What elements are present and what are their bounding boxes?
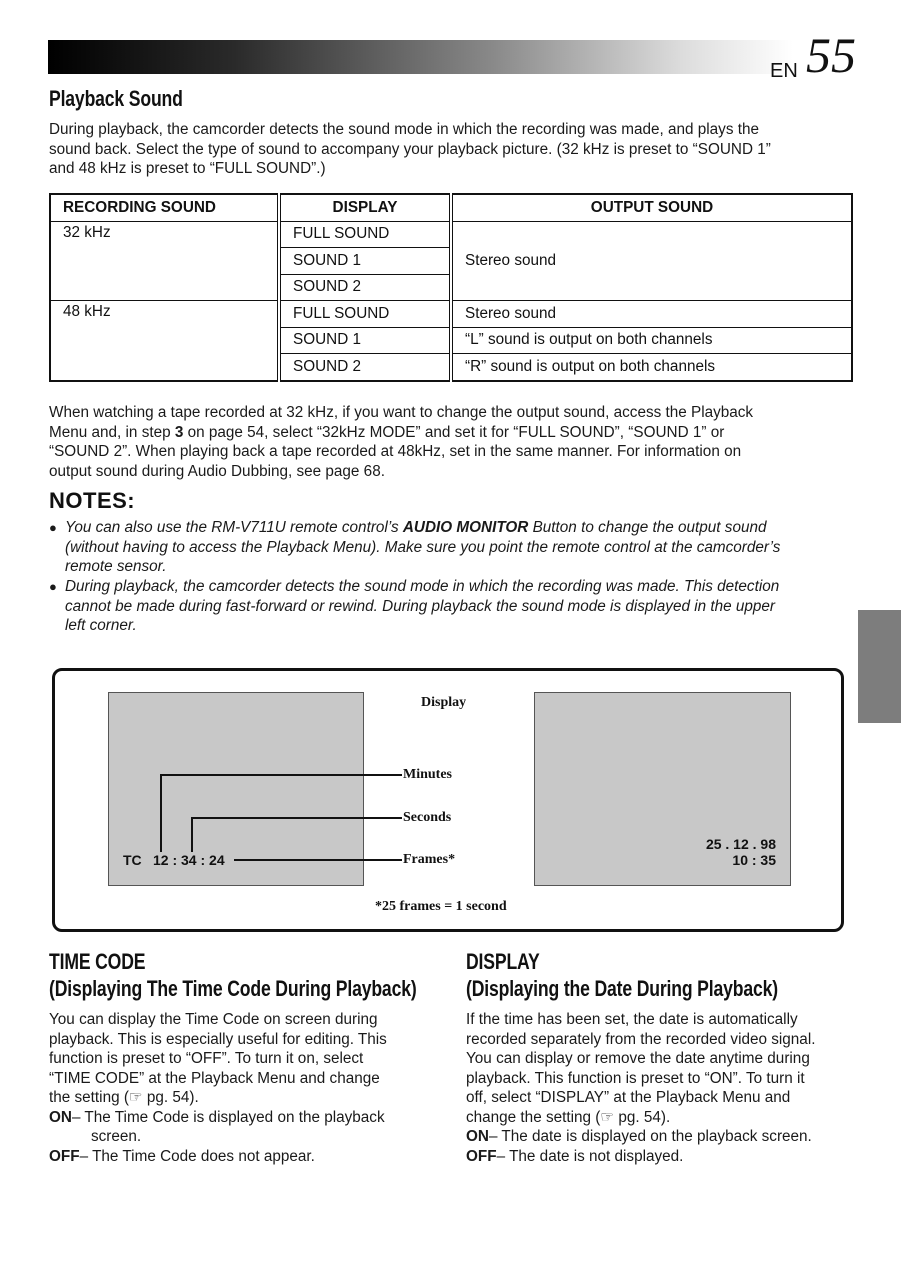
cell-display: SOUND 1 <box>279 248 451 275</box>
tc-value: 12 : 34 : 24 <box>153 852 225 868</box>
osd-time: 10 : 35 <box>732 852 776 868</box>
header-gradient-bar <box>48 40 793 74</box>
display-body <box>466 1010 866 1166</box>
cell-display: FULL SOUND <box>279 221 451 248</box>
on-label: ON <box>49 1108 72 1126</box>
on-option <box>466 1127 866 1147</box>
page-number: 55 <box>806 27 856 83</box>
paragraph-line <box>49 423 849 443</box>
cell-display: SOUND 2 <box>279 274 451 301</box>
note-line: During playback, the camcorder detects the sound mode in which the recording was made. This detection <box>65 578 780 595</box>
paragraph-line: If the time has been set, the date is automatically <box>466 1011 798 1028</box>
intro-line: and 48 kHz is preset to “FULL SOUND”.) <box>49 160 326 177</box>
cell-output: “R” sound is output on both channels <box>465 357 716 375</box>
off-label: OFF <box>466 1147 497 1165</box>
note-line: (without having to access the Playback Menu). Make sure you point the remote control at the camcorder’s <box>65 538 781 556</box>
off-option <box>466 1147 866 1167</box>
notes-title: NOTES: <box>49 488 136 513</box>
paragraph-line: playback. This function is preset to “ON”. To turn it <box>466 1069 805 1087</box>
playback-sound-intro <box>49 120 849 179</box>
display-subtitle: (Displaying the Date During Playback) <box>466 976 778 1001</box>
step-number: 3 <box>174 423 184 441</box>
intro-line: sound back. Select the type of sound to accompany your playback picture. (32 kHz is preset to “SOUND 1” <box>49 140 771 158</box>
text-run: Menu and, in step <box>49 423 175 441</box>
osd-date: 25 . 12 . 98 <box>705 836 776 852</box>
on-text: – The date is displayed on the playback screen. <box>488 1128 812 1145</box>
timecode-screen <box>108 692 364 886</box>
bullet-icon: ● <box>49 579 57 594</box>
paragraph-line: recorded separately from the recorded video signal. <box>466 1030 816 1048</box>
time-code-subtitle: (Displaying The Time Code During Playback) <box>49 976 417 1001</box>
cell-output: Stereo sound <box>451 301 852 328</box>
cell-output: “L” sound is output on both channels <box>451 327 852 354</box>
cell-output-32khz: Stereo sound <box>451 221 852 301</box>
section-tab <box>858 610 901 723</box>
page-language: EN <box>770 60 798 82</box>
note-line <box>65 518 859 538</box>
paragraph-line: When watching a tape recorded at 32 kHz, if you want to change the output sound, access the Playback <box>49 404 754 421</box>
cell-display: SOUND 1 <box>279 327 451 354</box>
seconds-callout-line <box>191 817 402 819</box>
frames-footnote: *25 frames = 1 second <box>375 899 507 914</box>
header-recording-sound: RECORDING SOUND <box>50 194 279 221</box>
time-code-title: TIME CODE <box>49 949 146 974</box>
paragraph-line: output sound during Audio Dubbing, see page 68. <box>49 462 385 480</box>
frames-callout-line <box>234 859 402 861</box>
text-run: You can also use the RM-V711U remote control’s <box>65 519 403 536</box>
off-text: – The date is not displayed. <box>496 1147 684 1165</box>
on-text: – The Time Code is displayed on the playback <box>71 1108 385 1126</box>
table-row <box>50 221 852 248</box>
paragraph-line: the setting (☞ pg. 54). <box>49 1089 199 1106</box>
tc-label: TC <box>123 852 142 868</box>
on-label: ON <box>466 1128 489 1145</box>
cell-display: SOUND 2 <box>279 354 451 381</box>
on-text-continued: screen. <box>91 1128 142 1145</box>
button-name: AUDIO MONITOR <box>402 519 529 536</box>
text-run: Button to change the output sound <box>528 519 767 536</box>
time-code-body <box>49 1010 439 1166</box>
paragraph-line: function is preset to “OFF”. To turn it on, select <box>49 1050 364 1067</box>
minutes-callout-line <box>160 774 162 852</box>
diagram-title: Display <box>421 695 467 710</box>
off-option <box>49 1147 439 1167</box>
note-1 <box>49 518 859 577</box>
paragraph-line: You can display or remove the date anytime during <box>466 1050 810 1067</box>
cell-48khz: 48 kHz <box>50 301 279 381</box>
paragraph-line: You can display the Time Code on screen during <box>49 1011 378 1028</box>
watching-paragraph <box>49 403 849 481</box>
note-line: remote sensor. <box>65 558 167 575</box>
on-option <box>49 1108 439 1128</box>
seconds-callout-line <box>191 817 193 852</box>
text-run: on page 54, select “32kHz MODE” and set it for “FULL SOUND”, “SOUND 1” or <box>183 423 725 441</box>
paragraph-line: off, select “DISPLAY” at the Playback Menu and <box>466 1089 791 1106</box>
header-display: DISPLAY <box>279 194 451 221</box>
display-title: DISPLAY <box>466 949 540 974</box>
cell-32khz: 32 kHz <box>50 221 279 301</box>
paragraph-line: change the setting (☞ pg. 54). <box>466 1108 671 1126</box>
off-text: – The Time Code does not appear. <box>79 1147 315 1165</box>
cell-display: FULL SOUND <box>279 301 451 328</box>
minutes-callout-line <box>160 774 402 776</box>
bullet-icon: ● <box>49 520 57 535</box>
playback-sound-title: Playback Sound <box>49 86 183 111</box>
note-line: left corner. <box>65 617 137 634</box>
paragraph-line: “TIME CODE” at the Playback Menu and change <box>49 1069 380 1087</box>
table-row <box>50 301 852 328</box>
sound-table <box>49 193 853 382</box>
paragraph-line: playback. This is especially useful for editing. This <box>49 1030 387 1048</box>
intro-line: During playback, the camcorder detects the sound mode in which the recording was made, and plays the <box>49 121 759 138</box>
seconds-label: Seconds <box>403 810 452 825</box>
minutes-label: Minutes <box>403 767 452 782</box>
note-2 <box>49 577 859 636</box>
paragraph-line: “SOUND 2”. When playing back a tape recorded at 48kHz, set in the same manner. For information on <box>49 443 742 460</box>
frames-label: Frames* <box>403 852 456 867</box>
header-output-sound: OUTPUT SOUND <box>451 194 852 221</box>
table-header-row <box>50 194 852 221</box>
note-line: cannot be made during fast-forward or rewind. During playback the sound mode is displayed in the upper <box>65 597 776 615</box>
off-label: OFF <box>49 1147 80 1165</box>
